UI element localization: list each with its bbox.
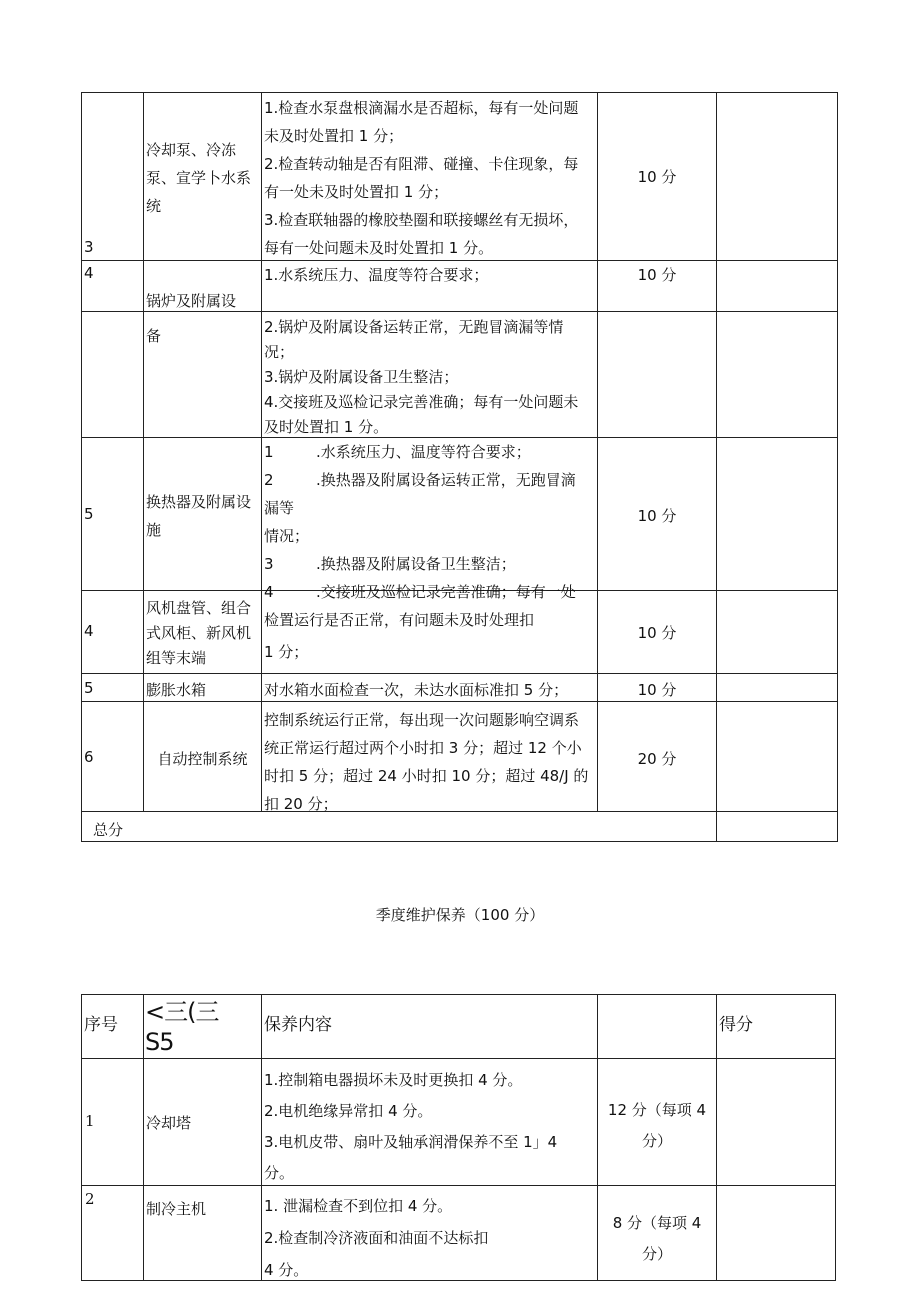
row-content: 控制系统运行正常，每出现一次问题影响空调系 统正常运行超过两个小时扣 3 分；超过 12 个小 时扣 5 分；超过 24 小时扣 10 分；超过 48/J 的 扣 20 分； [264,711,589,813]
header-result: 得分 [719,1015,753,1035]
row-content: 1.水系统压力、温度等符合要求； [264,266,489,284]
row-item: 风机盘管、组合 式风柜、新风机 组等末端 [146,599,252,667]
row-item: 冷却泵、冷冻 泵、宣学卜水系 统 [146,141,252,215]
row-number: 4 [84,264,94,282]
row-content: 对水箱水面检查一次，未达水面标准扣 5 分； [264,681,569,699]
header-item: <三(三 S5 [145,998,219,1056]
row-number: 6 [84,748,94,766]
row-score: 10 分 [637,266,677,284]
row-number: 5 [84,505,94,523]
row-number: 5 [84,679,94,697]
row-number: 3 [84,238,94,256]
row-content: 1 .水系统压力、温度等符合要求； 2 .换热器及附属设备运转正常，无跑冒滴 漏等 情况； 3 .换热器及附属设备卫生整洁； 4 .交接班及巡检记录完善准确；每有一处 [264,443,576,601]
row-item: 制冷主机 [146,1200,207,1218]
row-score: 10 分 [637,168,677,186]
row-item: 冷却塔 [146,1114,192,1132]
row-content: 1.控制箱电器损坏未及时更换扣 4 分。 2.电机绝缘异常扣 4 分。 3.电机皮带、扇叶及轴承润滑保养不至 1」4 分。 [264,1071,558,1182]
row-score: 12 分（每项 4 分） [607,1101,707,1150]
row-item: 换热器及附属设 施 [146,493,252,539]
row-content: 1.检查水泵盘根滴漏水是否超标，每有一处问题 未及时处置扣 1 分； 2.检查转动轴是否有阻滞、碰撞、卡住现象，每 有一处未及时处置扣 1 分； 3.检查联轴器的橡胶垫圈和联接螺丝有无损坏， 每有一处问题未及时处置扣 1 分。 [264,99,579,257]
row-number: 1 [85,1112,95,1130]
section-title: 季度维护保养（100 分） [375,906,545,924]
row-item: 膨胀水箱 [146,681,207,699]
row-content: 2.锅炉及附属设备运转正常，无跑冒滴漏等情 况； 3.锅炉及附属设备卫生整洁； 4.交接班及巡检记录完善准确；每有一处问题未 及时处置扣 1 分。 [264,318,579,436]
row-content: 1. 泄漏检查不到位扣 4 分。 2.检查制冷济液面和油面不达标扣 4 分。 [264,1197,489,1279]
row-content: 检置运行是否正常，有问题未及时处理扣 1 分； [264,611,535,661]
header-content: 保养内容 [264,1015,332,1035]
row-number: 2 [85,1190,95,1208]
row-score: 8 分（每项 4 分） [612,1214,702,1263]
row-score: 10 分 [637,507,677,525]
row-score: 10 分 [637,681,677,699]
row-number: 4 [84,622,94,640]
row-score: 10 分 [637,624,677,642]
row-item: 锅炉及附属设 [146,292,237,310]
total-label: 总分 [93,821,124,839]
row-item: 备 [146,327,162,345]
row-score: 20 分 [637,750,677,768]
row-item: 自动控制系统 [157,750,248,768]
header-no: 序号 [84,1015,118,1035]
